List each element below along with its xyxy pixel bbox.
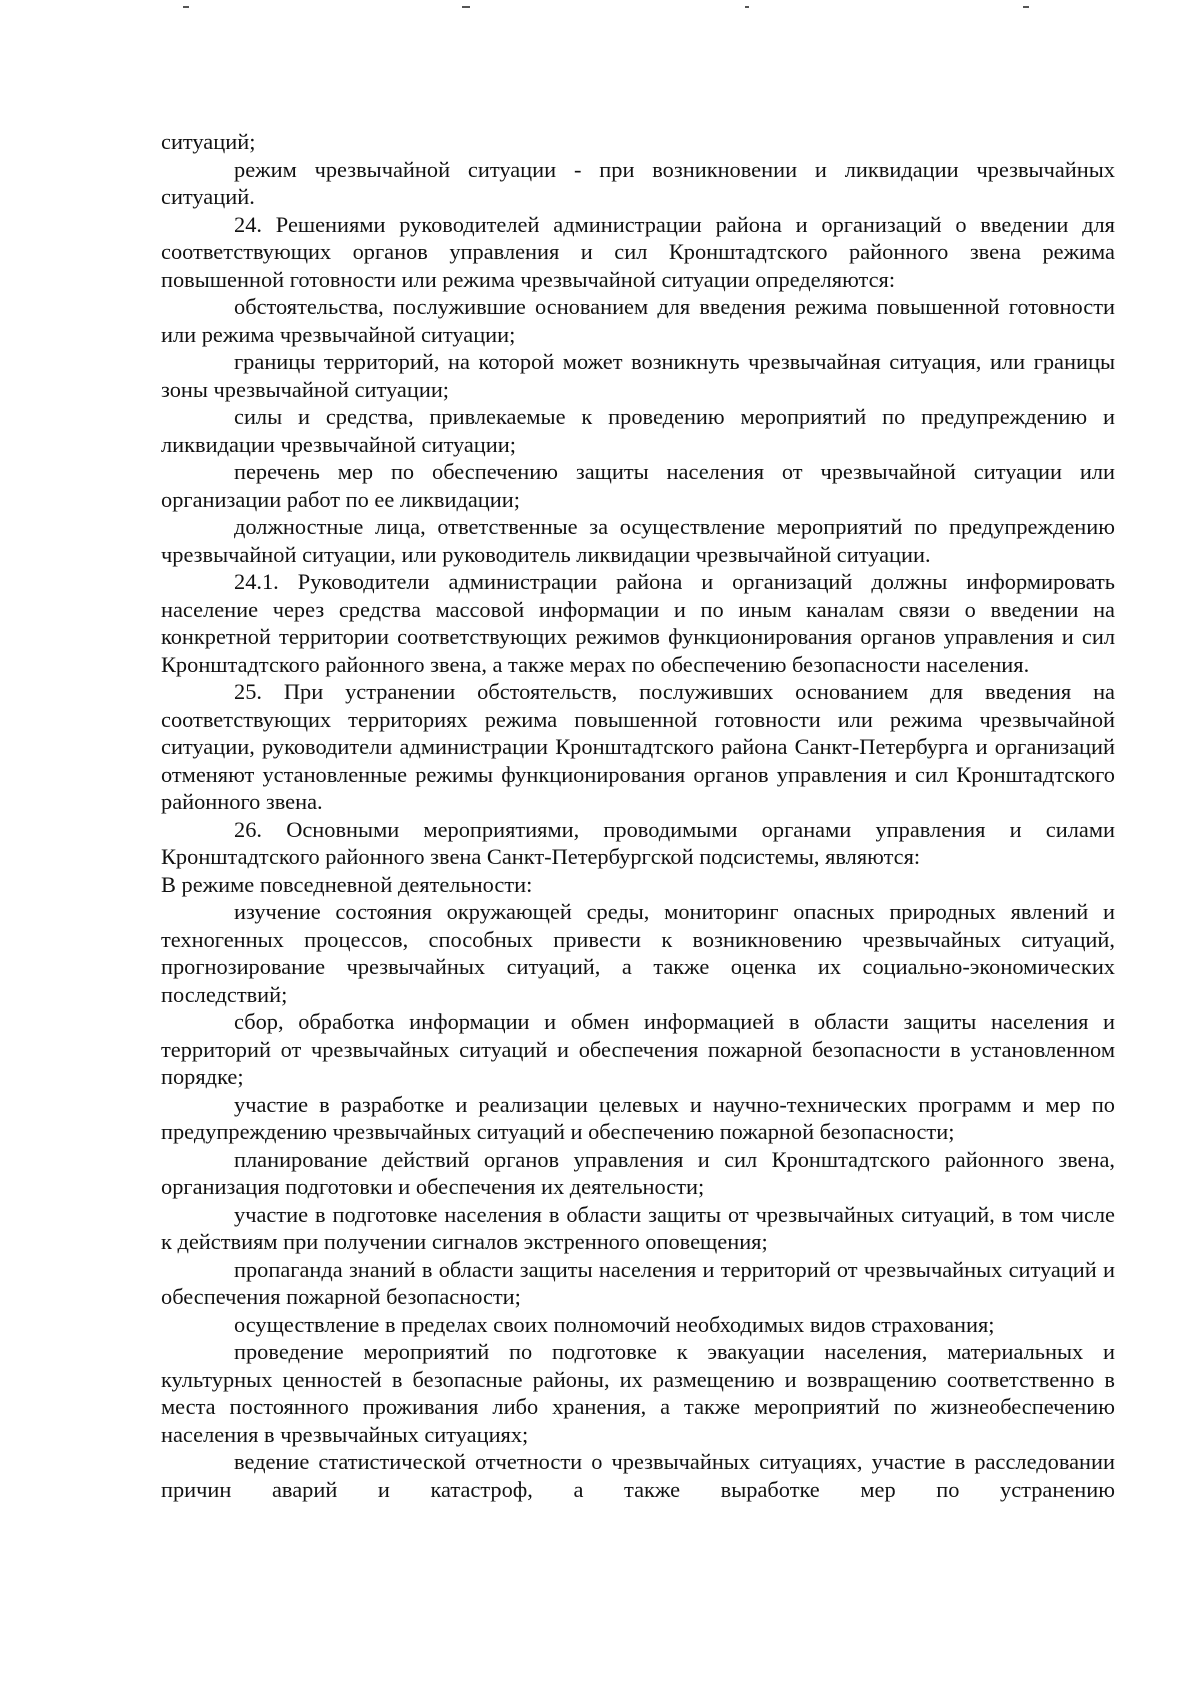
paragraph: проведение мероприятий по подготовке к эвакуации населения, материальных и культурных ценностей в безопасные районы, их размещению и возвращению соответственно в места постоянного проживания либо хранения, а также мероприятий по жизнеобеспечению населения в чрезвычайных ситуациях;: [161, 1339, 1115, 1447]
paragraph: участие в разработке и реализации целевых и научно-технических программ и мер по предупреждению чрезвычайных ситуаций и обеспечению пожарной безопасности;: [161, 1091, 1115, 1144]
paragraph: границы территорий, на которой может возникнуть чрезвычайная ситуация, или границы зоны чрезвычайной ситуации;: [161, 349, 1115, 402]
paragraph: силы и средства, привлекаемые к проведению мероприятий по предупреждению и ликвидации чрезвычайной ситуации;: [161, 404, 1115, 457]
paragraph: 26. Основными мероприятиями, проводимыми органами управления и силами Кронштадтского районного звена Санкт-Петербургской подсистемы, являются:: [161, 816, 1115, 869]
paragraph: ситуаций;: [161, 129, 256, 154]
paragraph: пропаганда знаний в области защиты населения и территорий от чрезвычайных ситуаций и обеспечения пожарной безопасности;: [161, 1256, 1115, 1309]
scan-mark: [1023, 6, 1029, 8]
paragraph: планирование действий органов управления и сил Кронштадтского районного звена, организация подготовки и обеспечения их деятельности;: [161, 1146, 1115, 1199]
paragraph: изучение состояния окружающей среды, мониторинг опасных природных явлений и техногенных процессов, способных привести к возникновению чрезвычайных ситуаций, прогнозирование чрезвычайных ситуаций, а также оценка их социально-экономических последствий;: [161, 899, 1115, 1007]
paragraph: осуществление в пределах своих полномочий необходимых видов страхования;: [234, 1311, 995, 1337]
scan-mark: [462, 6, 470, 8]
paragraph: обстоятельства, послужившие основанием для введения режима повышенной готовности или режима чрезвычайной ситуации;: [161, 294, 1115, 347]
paragraph: ведение статистической отчетности о чрезвычайных ситуациях, участие в расследовании причин аварий и катастроф, а также выработке мер по устранению: [161, 1449, 1115, 1502]
paragraph: 24.1. Руководители администрации района и организаций должны информировать население через средства массовой информации и по иным каналам связи о введении на конкретной территории соответствующих режимов функционирования органов управления и сил Кронштадтского районного звена, а также мерах по обеспечению безопасности населения.: [161, 569, 1115, 677]
paragraph: режим чрезвычайной ситуации - при возникновении и ликвидации чрезвычайных ситуаций.: [161, 156, 1115, 209]
scan-mark: [745, 6, 749, 8]
section-heading: В режиме повседневной деятельности:: [161, 871, 533, 897]
paragraph: должностные лица, ответственные за осуществление мероприятий по предупреждению чрезвычайной ситуации, или руководитель ликвидации чрезвычайной ситуации.: [161, 514, 1115, 567]
paragraph: участие в подготовке населения в области защиты от чрезвычайных ситуаций, в том числе к действиям при получении сигналов экстренного оповещения;: [161, 1201, 1115, 1254]
scan-mark: [183, 6, 189, 8]
paragraph: 24. Решениями руководителей администрации района и организаций о введении для соответствующих органов управления и сил Кронштадтского районного звена режима повышенной готовности или режима чрезвычайной ситуации определяются:: [161, 211, 1115, 292]
scan-edge-marks: [0, 0, 1200, 20]
paragraph: 25. При устранении обстоятельств, послуживших основанием для введения на соответствующих территориях режима повышенной готовности или режима чрезвычайной ситуации, руководители администрации Кронштадтского района Санкт-Петербурга и организаций отменяют установленные режимы функционирования органов управления и сил Кронштадтского районного звена.: [161, 679, 1115, 814]
paragraph: перечень мер по обеспечению защиты населения от чрезвычайной ситуации или организации работ по ее ликвидации;: [161, 459, 1115, 512]
document-body: [161, 128, 1115, 1503]
paragraph: сбор, обработка информации и обмен информацией в области защиты населения и территорий от чрезвычайных ситуаций и обеспечения пожарной безопасности в установленном порядке;: [161, 1009, 1115, 1089]
